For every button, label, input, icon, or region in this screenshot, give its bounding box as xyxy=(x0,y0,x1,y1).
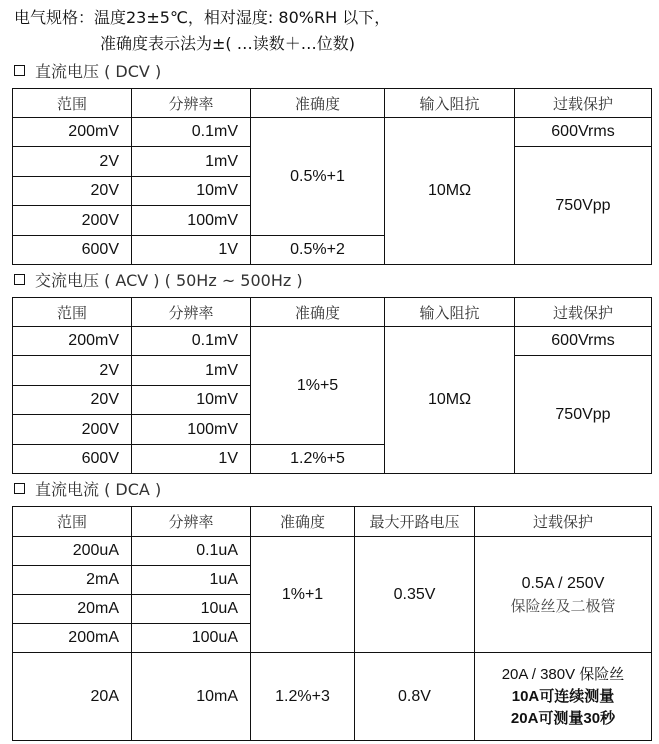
impedance-cell: 10MΩ xyxy=(384,117,515,265)
header-protection: 过载保护 xyxy=(474,506,652,537)
accuracy-cell: 1.2%+5 xyxy=(250,444,385,474)
header-range: 范围 xyxy=(12,88,132,118)
resolution-cell: 10mA xyxy=(131,652,251,741)
protection-cell: 20A / 380V 保险丝 10A可连续测量 20A可测量30秒 xyxy=(474,652,652,741)
header-protection: 过载保护 xyxy=(514,88,652,118)
resolution-cell: 1V xyxy=(131,444,251,474)
dcv-table xyxy=(12,88,652,265)
header-resolution: 分辨率 xyxy=(131,297,251,327)
accuracy-cell: 0.5%+2 xyxy=(250,235,385,265)
range-cell: 200mV xyxy=(12,117,132,147)
resolution-cell: 0.1uA xyxy=(131,536,251,566)
protection-cell: 600Vrms xyxy=(514,117,652,147)
range-cell: 600V xyxy=(12,235,132,265)
range-cell: 2V xyxy=(12,146,132,177)
accuracy-cell: 0.5%+1 xyxy=(250,117,385,236)
resolution-cell: 1uA xyxy=(131,565,251,595)
header-protection: 过载保护 xyxy=(514,297,652,327)
resolution-cell: 1mV xyxy=(131,146,251,177)
intro-line-2: 准确度表示法为±( …读数＋…位数) xyxy=(100,34,355,53)
header-open-voltage: 最大开路电压 xyxy=(354,506,475,537)
resolution-cell: 10uA xyxy=(131,594,251,624)
checkbox-icon xyxy=(14,274,25,285)
impedance-cell: 10MΩ xyxy=(384,326,515,474)
range-cell: 20mA xyxy=(12,594,132,624)
resolution-cell: 10mV xyxy=(131,176,251,206)
header-impedance: 输入阻抗 xyxy=(384,88,515,118)
resolution-cell: 10mV xyxy=(131,385,251,415)
header-resolution: 分辨率 xyxy=(131,506,251,537)
range-cell: 200mA xyxy=(12,623,132,653)
header-accuracy: 准确度 xyxy=(250,297,385,327)
accuracy-cell: 1%+1 xyxy=(250,536,355,653)
acv-section-title: 交流电压 ( ACV ) ( 50Hz ~ 500Hz ) xyxy=(14,271,303,291)
range-cell: 600V xyxy=(12,444,132,474)
accuracy-cell: 1.2%+3 xyxy=(250,652,355,741)
range-cell: 2V xyxy=(12,355,132,386)
dca-table xyxy=(12,506,652,741)
range-cell: 2mA xyxy=(12,565,132,595)
acv-table xyxy=(12,297,652,474)
resolution-cell: 100mV xyxy=(131,414,251,445)
header-accuracy: 准确度 xyxy=(250,88,385,118)
resolution-cell: 100uA xyxy=(131,623,251,653)
open-voltage-cell: 0.35V xyxy=(354,536,475,653)
checkbox-icon xyxy=(14,483,25,494)
header-resolution: 分辨率 xyxy=(131,88,251,118)
resolution-cell: 1mV xyxy=(131,355,251,386)
range-cell: 20V xyxy=(12,385,132,415)
checkbox-icon xyxy=(14,65,25,76)
protection-cell: 600Vrms xyxy=(514,326,652,356)
intro-line-1: 电气规格：温度23±5℃，相对湿度: 80%RH 以下， xyxy=(14,8,391,27)
protection-cell: 750Vpp xyxy=(514,355,652,474)
range-cell: 200V xyxy=(12,414,132,445)
header-range: 范围 xyxy=(12,297,132,327)
resolution-cell: 100mV xyxy=(131,205,251,236)
protection-cell: 750Vpp xyxy=(514,146,652,265)
protection-cell: 0.5A / 250V 保险丝及二极管 xyxy=(474,536,652,653)
dcv-section-title: 直流电压 ( DCV ) xyxy=(14,62,161,82)
range-cell: 200V xyxy=(12,205,132,236)
range-cell: 20A xyxy=(12,652,132,741)
dca-section-title: 直流电流 ( DCA ) xyxy=(14,480,161,500)
open-voltage-cell: 0.8V xyxy=(354,652,475,741)
header-range: 范围 xyxy=(12,506,132,537)
header-accuracy: 准确度 xyxy=(250,506,355,537)
range-cell: 200uA xyxy=(12,536,132,566)
header-impedance: 输入阻抗 xyxy=(384,297,515,327)
range-cell: 20V xyxy=(12,176,132,206)
range-cell: 200mV xyxy=(12,326,132,356)
resolution-cell: 0.1mV xyxy=(131,117,251,147)
resolution-cell: 1V xyxy=(131,235,251,265)
accuracy-cell: 1%+5 xyxy=(250,326,385,445)
resolution-cell: 0.1mV xyxy=(131,326,251,356)
